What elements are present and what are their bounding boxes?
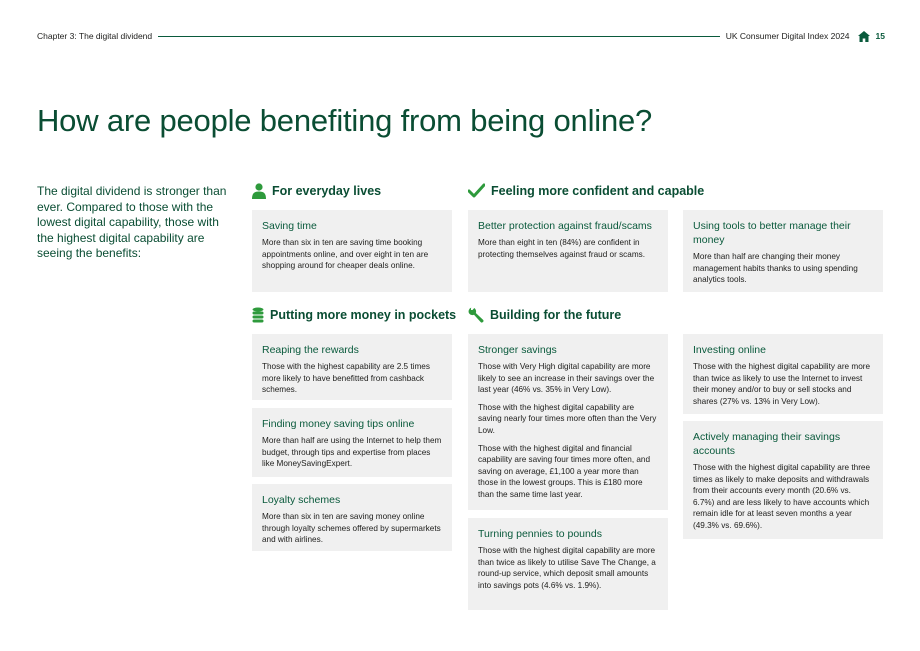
header-divider [158, 36, 720, 37]
card-title: Using tools to better manage their money [693, 220, 851, 246]
card-investing-online [683, 334, 883, 414]
chapter-label: Chapter 3: The digital dividend [37, 31, 153, 41]
card-pennies-to-pounds [468, 518, 668, 610]
card-body: Those with Very High digital capability are more likely to see an increase in their savings over the last year (46% vs. 35% in Very Low). [478, 362, 655, 395]
section-heading-label: Building for the future [490, 308, 622, 322]
card-body: More than six in ten are saving time booking appointments online, and over eight in ten are shopping around for cheaper deals online. [262, 238, 429, 271]
card-body: Those with the highest digital capability are more than twice as likely to utilise Save The Change, a round-up service, which deposit small amounts into savings pots (4.6% vs. 1.9%). [478, 546, 656, 590]
section-heading-label: Putting more money in pockets [270, 308, 457, 322]
section-heading-confident [468, 183, 704, 198]
card-title: Finding money saving tips online [262, 418, 415, 430]
page-title: How are people benefiting from being online? [37, 103, 653, 138]
card-title: Stronger savings [478, 344, 557, 356]
person-icon [252, 183, 266, 199]
coins-icon [252, 307, 264, 323]
card-stronger-savings [468, 334, 668, 510]
card-title: Reaping the rewards [262, 344, 359, 356]
card-money-saving-tips [252, 408, 452, 477]
card-title: Better protection against fraud/scams [478, 220, 652, 232]
checkmark-icon [468, 183, 485, 198]
page-header [37, 30, 885, 42]
section-heading-label: Feeling more confident and capable [491, 183, 705, 198]
card-loyalty-schemes [252, 484, 452, 551]
card-body: Those with the highest capability are 2.5 times more likely to have benefitted from cashback schemes. [262, 362, 430, 395]
section-heading-future [468, 307, 621, 323]
card-managing-savings [683, 421, 883, 539]
page-number: 15 [875, 31, 885, 41]
card-body: Those with the highest digital and financial capability are saving four times more often, and saving on average, £1,100 a year more than those in the lowest groups. This is £180 more than the same time last year. [478, 443, 651, 499]
card-body: Those with the highest digital capability are more than twice as likely to use the Internet to invest their money and/or to buy or sell stocks and shares (27% vs. 13% in Very Low). [693, 362, 871, 406]
card-title: Saving time [262, 220, 317, 232]
card-title: Loyalty schemes [262, 494, 341, 506]
card-body: More than eight in ten (84%) are confident in protecting themselves against fraud or scams. [478, 238, 646, 259]
card-fraud-protection [468, 210, 668, 292]
card-title: Turning pennies to pounds [478, 528, 602, 540]
card-money-tools [683, 210, 883, 292]
section-heading-money [252, 307, 456, 323]
card-reaping-rewards [252, 334, 452, 400]
wrench-icon [468, 307, 484, 323]
home-icon[interactable] [858, 31, 870, 42]
section-heading-label: For everyday lives [272, 184, 382, 198]
intro-text: The digital dividend is stronger than ever. Compared to those with the lowest digital capability, those with the highest digital capability are seeing the benefits: [37, 184, 227, 260]
card-title: Actively managing their savings accounts [693, 431, 841, 457]
card-body: Those with the highest digital capability are three times as likely to make deposits and withdrawals from their accounts every month (20.6% vs. 6.7%) and are less likely to have accounts which remain idle for at least seven months a year (49.3% vs. 69.6%). [693, 463, 871, 530]
card-saving-time [252, 210, 452, 292]
card-body: Those with the highest digital capability are saving nearly four times more often than the Very Low. [478, 402, 657, 435]
report-title: UK Consumer Digital Index 2024 [725, 31, 850, 41]
card-body: More than half are using the Internet to help them budget, through tips and expertise from places like MoneySavingExpert. [262, 436, 442, 469]
card-title: Investing online [693, 344, 766, 356]
card-body: More than half are changing their money management habits thanks to using spending analytics tools. [693, 252, 858, 285]
card-body: More than six in ten are saving money online through loyalty schemes offered by supermarkets and with airlines. [262, 512, 441, 545]
section-heading-everyday [252, 183, 381, 199]
